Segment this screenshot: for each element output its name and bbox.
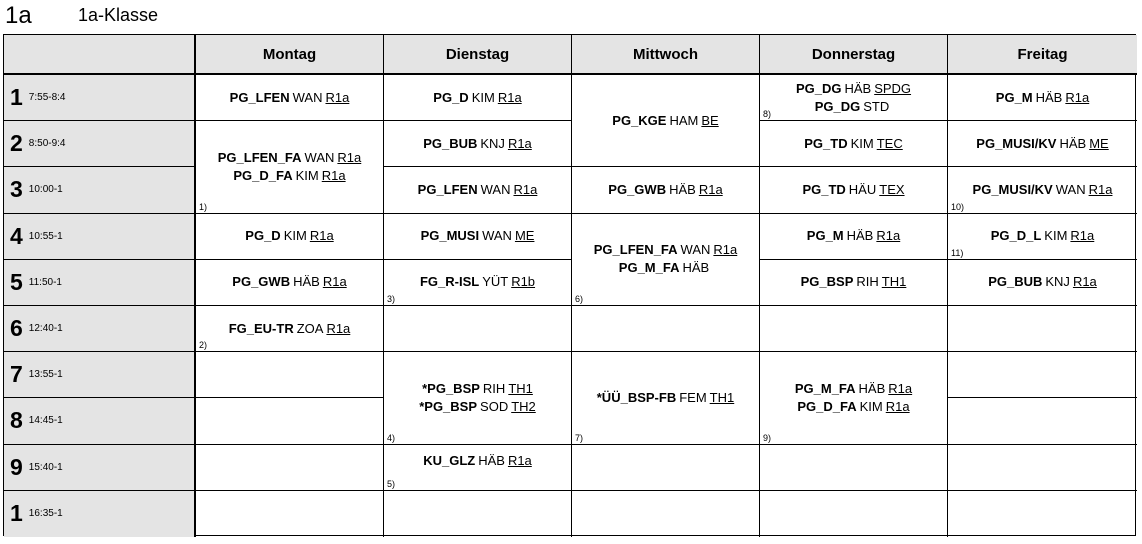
room-link[interactable]: R1a bbox=[497, 89, 522, 105]
teacher-code: WAN bbox=[680, 242, 711, 258]
teacher-code: KNJ bbox=[1045, 274, 1070, 290]
empty-cell bbox=[196, 445, 384, 491]
lesson-cell[interactable] bbox=[948, 167, 1137, 213]
empty-cell bbox=[196, 491, 384, 537]
lesson-cell[interactable] bbox=[384, 121, 572, 167]
period-header bbox=[4, 445, 196, 491]
day-header-wednesday: Mittwoch bbox=[572, 35, 760, 75]
empty-cell bbox=[572, 491, 760, 537]
subject-code: PG_M_FA bbox=[618, 260, 680, 276]
subject-code: PG_D bbox=[433, 89, 469, 105]
lesson-entry bbox=[233, 167, 345, 185]
lesson-entry bbox=[423, 135, 532, 153]
room-link[interactable]: TEX bbox=[879, 181, 905, 197]
room-link[interactable]: TH2 bbox=[511, 398, 536, 414]
lesson-entry bbox=[802, 181, 904, 199]
footnote-marker: 11) bbox=[951, 247, 964, 258]
lesson-entry bbox=[619, 259, 712, 277]
lesson-cell[interactable] bbox=[196, 214, 384, 260]
room-link[interactable]: R1a bbox=[1072, 274, 1097, 290]
lesson-cell[interactable] bbox=[572, 214, 760, 306]
subject-code: PG_LFEN_FA bbox=[217, 149, 302, 165]
lesson-cell[interactable] bbox=[760, 260, 948, 306]
teacher-code: HÄB bbox=[844, 80, 872, 96]
subject-code: PG_MUSI/KV bbox=[972, 181, 1053, 197]
subject-code: *PG_BSP bbox=[422, 380, 480, 396]
lesson-cell[interactable] bbox=[384, 445, 572, 491]
day-header-friday: Freitag bbox=[948, 35, 1137, 75]
period-header bbox=[4, 260, 196, 306]
subject-code: PG_MUSI bbox=[420, 228, 480, 244]
period-time: 14:45-1 bbox=[28, 415, 63, 427]
lesson-entry bbox=[422, 380, 533, 398]
period-header bbox=[4, 214, 196, 260]
subject-code: PG_BUB bbox=[423, 135, 478, 151]
subject-code: FG_R-ISL bbox=[419, 274, 480, 290]
period-header bbox=[4, 352, 196, 398]
teacher-code: HÄU bbox=[848, 181, 877, 197]
lesson-entry bbox=[421, 227, 535, 245]
lesson-entry bbox=[218, 149, 362, 167]
subject-code: *PG_BSP bbox=[419, 398, 478, 414]
period-time: 16:35-1 bbox=[28, 508, 63, 520]
lesson-cell[interactable] bbox=[948, 121, 1137, 167]
teacher-code: KIM bbox=[1044, 228, 1068, 244]
lesson-entry bbox=[804, 135, 902, 153]
room-link[interactable]: R1a bbox=[885, 398, 910, 414]
timetable-grid bbox=[3, 34, 1136, 536]
lesson-entry bbox=[991, 227, 1095, 245]
subject-code: PG_GWB bbox=[608, 181, 667, 197]
lesson-entry bbox=[229, 320, 351, 338]
empty-cell bbox=[760, 491, 948, 537]
empty-cell bbox=[572, 445, 760, 491]
empty-cell bbox=[948, 398, 1137, 444]
teacher-code: WAN bbox=[1055, 181, 1086, 197]
room-link[interactable]: R1a bbox=[1088, 181, 1113, 197]
period-number: 6 bbox=[10, 315, 23, 342]
lesson-cell[interactable] bbox=[384, 352, 572, 444]
teacher-code: KIM bbox=[471, 89, 495, 105]
lesson-entry bbox=[594, 241, 738, 259]
lesson-entry bbox=[420, 273, 535, 291]
lesson-entry bbox=[433, 89, 521, 107]
subject-code: PG_M bbox=[995, 89, 1033, 105]
period-header bbox=[4, 306, 196, 352]
lesson-entry bbox=[418, 181, 538, 199]
subject-code: PG_M_FA bbox=[794, 380, 856, 396]
room-link[interactable]: R1a bbox=[876, 228, 901, 244]
lesson-entry bbox=[801, 273, 907, 291]
lesson-entry bbox=[988, 273, 1097, 291]
teacher-code: KIM bbox=[283, 228, 307, 244]
period-header bbox=[4, 75, 196, 121]
empty-cell bbox=[948, 445, 1137, 491]
teacher-code: KIM bbox=[859, 398, 883, 414]
period-number: 9 bbox=[10, 453, 23, 480]
period-number: 4 bbox=[10, 222, 23, 249]
teacher-code: HÄB bbox=[846, 228, 874, 244]
lesson-cell[interactable] bbox=[760, 167, 948, 213]
room-link[interactable]: R1a bbox=[507, 453, 532, 469]
empty-cell bbox=[384, 491, 572, 537]
corner-cell bbox=[4, 35, 196, 75]
teacher-code: HÄB bbox=[682, 260, 710, 276]
room-link[interactable]: TH1 bbox=[508, 380, 533, 396]
day-header-tuesday: Dienstag bbox=[384, 35, 572, 75]
footnote-marker: 2) bbox=[199, 340, 208, 351]
lesson-cell[interactable] bbox=[384, 75, 572, 121]
lesson-entry bbox=[996, 89, 1089, 107]
lesson-entry bbox=[230, 89, 350, 107]
teacher-code: KIM bbox=[850, 135, 874, 151]
subject-code: PG_TD bbox=[802, 181, 846, 197]
lesson-cell[interactable] bbox=[384, 167, 572, 213]
period-header bbox=[4, 167, 196, 213]
room-link[interactable]: R1a bbox=[713, 242, 738, 258]
lesson-entry bbox=[815, 98, 893, 116]
room-link[interactable]: R1a bbox=[507, 135, 532, 151]
footnote-marker: 9) bbox=[763, 432, 772, 443]
lesson-cell[interactable] bbox=[572, 167, 760, 213]
period-time: 10:00-1 bbox=[28, 184, 63, 196]
room-link[interactable]: R1a bbox=[1070, 228, 1095, 244]
subject-code: PG_MUSI/KV bbox=[976, 135, 1057, 151]
empty-cell bbox=[760, 306, 948, 352]
day-header-thursday: Donnerstag bbox=[760, 35, 948, 75]
period-number: 2 bbox=[10, 130, 23, 157]
room-link[interactable]: R1a bbox=[1065, 89, 1090, 105]
subject-code: PG_TD bbox=[804, 135, 848, 151]
subject-code: KU_GLZ bbox=[423, 453, 476, 469]
subject-code: PG_KGE bbox=[612, 112, 667, 128]
room-link[interactable]: R1a bbox=[309, 228, 334, 244]
room-link[interactable]: R1a bbox=[326, 320, 351, 336]
lesson-entry bbox=[797, 398, 909, 416]
footnote-marker: 5) bbox=[387, 478, 396, 489]
subject-code: PG_D_FA bbox=[797, 398, 857, 414]
footnote-marker: 8) bbox=[763, 109, 772, 120]
subject-code: PG_GWB bbox=[232, 274, 291, 290]
room-link[interactable]: R1a bbox=[513, 181, 538, 197]
lesson-cell[interactable] bbox=[948, 75, 1137, 121]
subject-code: PG_D_FA bbox=[233, 167, 293, 183]
lesson-cell[interactable] bbox=[196, 306, 384, 352]
teacher-code: HÄB bbox=[293, 274, 320, 290]
room-link[interactable]: ME bbox=[1089, 135, 1109, 151]
lesson-cell[interactable] bbox=[948, 260, 1137, 306]
lesson-cell[interactable] bbox=[572, 352, 760, 444]
footnote-marker: 3) bbox=[387, 293, 396, 304]
lesson-entry bbox=[795, 380, 912, 398]
footnote-marker: 6) bbox=[575, 293, 584, 304]
subject-code: PG_LFEN_FA bbox=[593, 242, 678, 258]
lesson-entry bbox=[423, 452, 532, 470]
lesson-cell[interactable] bbox=[384, 214, 572, 260]
lesson-entry bbox=[796, 80, 911, 98]
teacher-code: KIM bbox=[295, 167, 319, 183]
room-link[interactable]: R1b bbox=[511, 274, 536, 290]
subject-code: PG_LFEN bbox=[229, 89, 290, 105]
lesson-cell[interactable] bbox=[384, 260, 572, 306]
teacher-code: HÄB bbox=[478, 453, 505, 469]
teacher-code: SOD bbox=[480, 398, 509, 414]
period-time: 7:55-8:4 bbox=[28, 92, 66, 104]
room-link[interactable]: TH1 bbox=[881, 274, 907, 290]
lesson-cell[interactable] bbox=[948, 214, 1137, 260]
lesson-cell[interactable] bbox=[196, 260, 384, 306]
empty-cell bbox=[760, 445, 948, 491]
subject-code: PG_M bbox=[806, 228, 844, 244]
period-time: 11:50-1 bbox=[28, 276, 62, 288]
lesson-cell[interactable] bbox=[196, 121, 384, 213]
subject-code: PG_BSP bbox=[800, 274, 854, 290]
lesson-cell[interactable] bbox=[760, 75, 948, 121]
subject-code: PG_D bbox=[245, 228, 281, 244]
lesson-cell[interactable] bbox=[760, 121, 948, 167]
period-header bbox=[4, 121, 196, 167]
teacher-code: STD bbox=[863, 98, 890, 114]
period-number: 7 bbox=[10, 361, 23, 388]
teacher-code: WAN bbox=[480, 181, 511, 197]
empty-cell bbox=[572, 306, 760, 352]
room-link[interactable]: R1a bbox=[888, 380, 913, 396]
lesson-entry bbox=[608, 181, 722, 199]
period-time: 13:55-1 bbox=[28, 369, 63, 381]
teacher-code: WAN bbox=[482, 228, 512, 244]
lesson-entry bbox=[419, 398, 536, 416]
period-number: 5 bbox=[10, 268, 23, 295]
subject-code: PG_LFEN bbox=[417, 181, 478, 197]
teacher-code: HÄB bbox=[1035, 89, 1063, 105]
empty-cell bbox=[196, 352, 384, 398]
footnote-marker: 10) bbox=[951, 201, 965, 212]
lesson-entry bbox=[232, 273, 346, 291]
period-time: 8:50-9:4 bbox=[28, 138, 66, 150]
room-link[interactable]: ME bbox=[514, 228, 535, 244]
teacher-code: KNJ bbox=[480, 135, 505, 151]
teacher-code: RIH bbox=[482, 380, 506, 396]
teacher-code: RIH bbox=[856, 274, 879, 290]
room-link[interactable]: SPDG bbox=[874, 80, 912, 96]
lesson-cell[interactable] bbox=[572, 75, 760, 167]
period-number: 1 bbox=[10, 500, 23, 527]
period-number: 1 bbox=[10, 84, 23, 111]
period-time: 10:55-1 bbox=[28, 230, 63, 242]
class-name: 1a-Klasse bbox=[78, 5, 159, 25]
lesson-entry bbox=[612, 112, 718, 130]
teacher-code: HÄB bbox=[858, 380, 886, 396]
room-link[interactable]: R1a bbox=[337, 149, 362, 165]
empty-cell bbox=[948, 352, 1137, 398]
period-header bbox=[4, 398, 196, 444]
teacher-code: FEM bbox=[679, 389, 707, 405]
lesson-entry bbox=[245, 227, 333, 245]
empty-cell bbox=[196, 398, 384, 444]
room-link[interactable]: TH1 bbox=[709, 389, 735, 405]
period-header bbox=[4, 491, 196, 537]
footnote-marker: 7) bbox=[575, 432, 584, 443]
teacher-code: YÜT bbox=[482, 274, 509, 290]
footnote-marker: 1) bbox=[199, 201, 208, 212]
empty-cell bbox=[948, 491, 1137, 537]
room-link[interactable]: R1a bbox=[321, 167, 346, 183]
period-time: 12:40-1 bbox=[28, 323, 63, 335]
room-link[interactable]: R1a bbox=[698, 181, 723, 197]
room-link[interactable]: BE bbox=[701, 112, 719, 128]
lesson-cell[interactable] bbox=[196, 75, 384, 121]
lesson-entry bbox=[973, 181, 1113, 199]
subject-code: *ÜÜ_BSP-FB bbox=[596, 389, 677, 405]
subject-code: PG_DG bbox=[814, 98, 861, 114]
teacher-code: HÄB bbox=[1059, 135, 1087, 151]
period-number: 8 bbox=[10, 407, 23, 434]
period-number: 3 bbox=[10, 176, 23, 203]
empty-cell bbox=[948, 306, 1137, 352]
period-time: 15:40-1 bbox=[28, 461, 63, 473]
lesson-entry bbox=[807, 227, 900, 245]
teacher-code: HÄB bbox=[669, 181, 696, 197]
subject-code: PG_DG bbox=[795, 80, 842, 96]
lesson-entry bbox=[597, 389, 734, 407]
day-header-monday: Montag bbox=[196, 35, 384, 75]
teacher-code: WAN bbox=[304, 149, 335, 165]
teacher-code: WAN bbox=[292, 89, 323, 105]
class-code: 1a bbox=[5, 2, 32, 29]
lesson-cell[interactable] bbox=[760, 214, 948, 260]
lesson-cell[interactable] bbox=[760, 352, 948, 444]
footnote-marker: 4) bbox=[387, 432, 396, 443]
subject-code: PG_D_L bbox=[990, 228, 1042, 244]
teacher-code: HAM bbox=[669, 112, 699, 128]
room-link[interactable]: R1a bbox=[325, 89, 350, 105]
empty-cell bbox=[384, 306, 572, 352]
lesson-entry bbox=[976, 135, 1108, 153]
room-link[interactable]: R1a bbox=[322, 274, 347, 290]
room-link[interactable]: TEC bbox=[876, 135, 903, 151]
subject-code: PG_BUB bbox=[988, 274, 1043, 290]
teacher-code: ZOA bbox=[296, 320, 324, 336]
subject-code: FG_EU-TR bbox=[228, 320, 294, 336]
